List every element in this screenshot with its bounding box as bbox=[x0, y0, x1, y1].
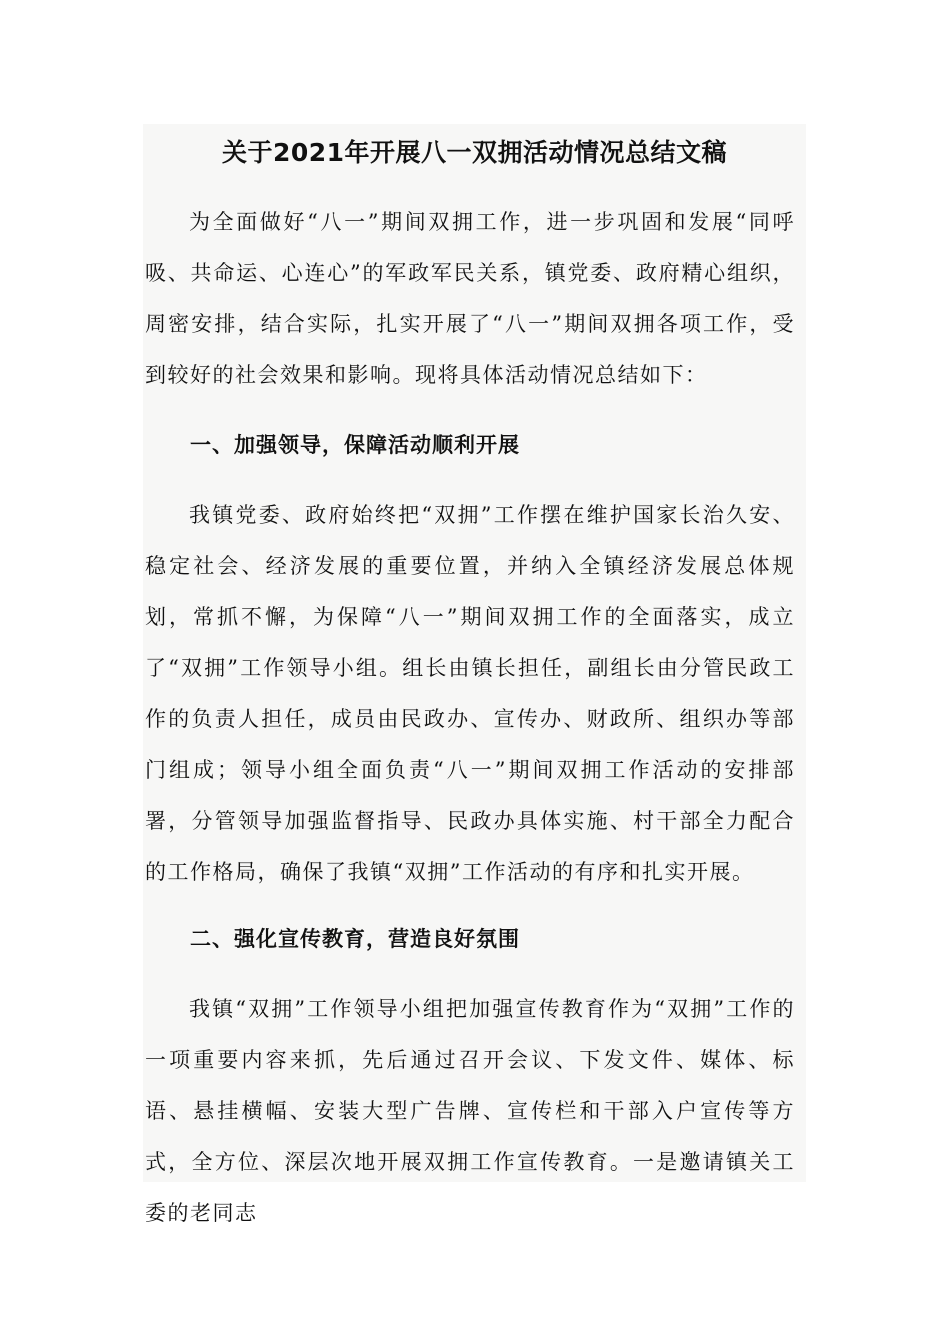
section-2-paragraph: 我镇“双拥”工作领导小组把加强宣传教育作为“双拥”工作的一项重要内容来抓，先后通过召开会议、下发文件、媒体、标语、悬挂横幅、安装大型广告牌、宣传栏和干部入户宣传等方式，全方位、深层次地开展双拥工作宣传教育。一是邀请镇关工委的老同志 bbox=[145, 997, 795, 1225]
section-1-paragraph: 我镇党委、政府始终把“双拥”工作摆在维护国家长治久安、稳定社会、经济发展的重要位置，并纳入全镇经济发展总体规划，常抓不懈，为保障“八一”期间双拥工作的全面落实，成立了“双拥”工作领导小组。组长由镇长担任，副组长由分管民政工作的负责人担任，成员由民政办、宣传办、财政所、组织办等部门组成；领导小组全面负责“八一”期间双拥工作活动的安排部署，分管领导加强监督指导、民政办具体实施、村干部全力配合的工作格局，确保了我镇“双拥”工作活动的有序和扎实开展。 bbox=[145, 503, 795, 884]
intro-paragraph: 为全面做好“八一”期间双拥工作，进一步巩固和发展“同呼吸、共命运、心连心”的军政军民关系，镇党委、政府精心组织，周密安排，结合实际，扎实开展了“八一”期间双拥各项工作，受到较好的社会效果和影响。现将具体活动情况总结如下： bbox=[145, 210, 795, 387]
document-title: 关于2021年开展八一双拥活动情况总结文稿 bbox=[221, 138, 728, 167]
section-heading-2: 二、强化宣传教育，营造良好氛围 bbox=[190, 927, 520, 951]
section-heading-1: 一、加强领导，保障活动顺利开展 bbox=[190, 433, 520, 457]
